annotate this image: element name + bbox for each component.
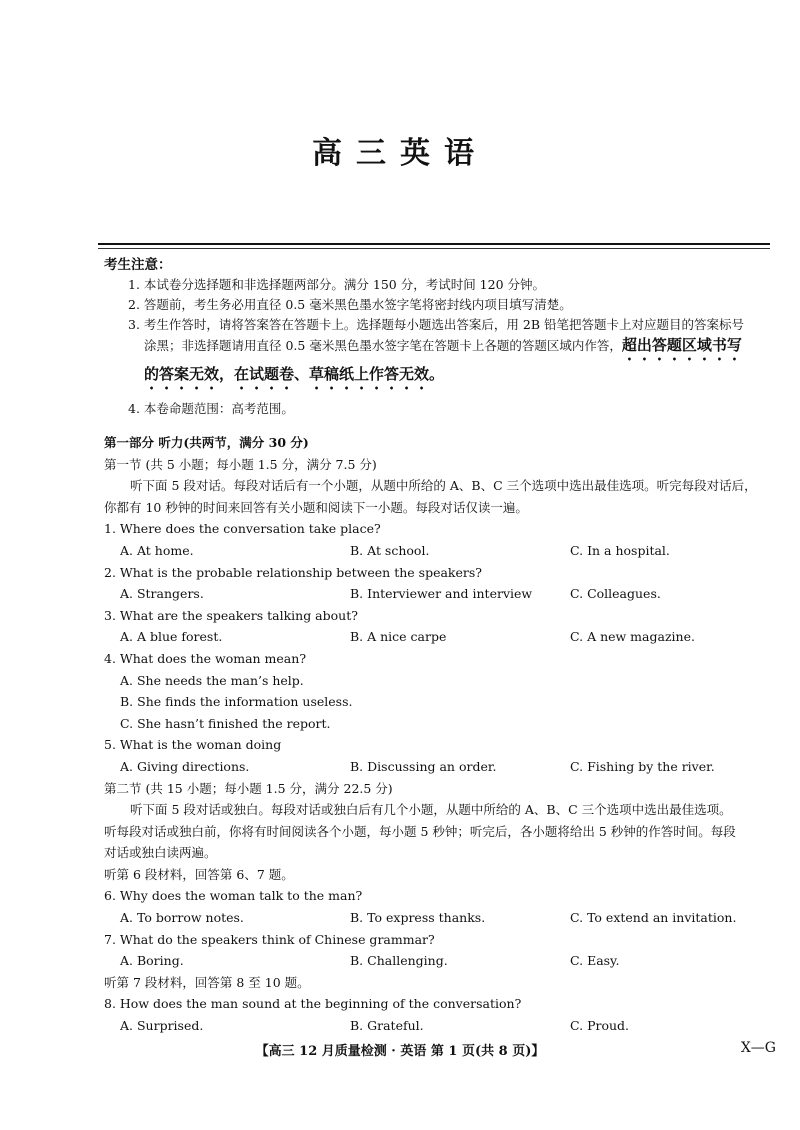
- section2-instruction-3: 对话或独白读两遍。: [104, 845, 217, 861]
- question-2: 2. What is the probable relationship between the speakers?: [104, 564, 482, 580]
- option-c: C. A new magazine.: [570, 629, 695, 645]
- question-3-options: [104, 626, 786, 648]
- footer-page-info: 【高三 12 月质量检测 · 英语 第 1 页(共 8 页)】: [255, 1044, 545, 1059]
- option-c: C. To extend an invitation.: [570, 910, 737, 926]
- header-rule-thin: [98, 248, 770, 249]
- question-7-options: [104, 950, 786, 972]
- part1-title: 第一部分 听力(共两节，满分 30 分): [104, 435, 309, 450]
- notice-item-3-continued: [104, 335, 774, 364]
- option-b: B. Discussing an order.: [350, 758, 497, 774]
- question-1-options: [104, 540, 786, 562]
- option-b: B. She finds the information useless.: [120, 694, 353, 710]
- option-c: C. In a hospital.: [570, 542, 670, 558]
- header-rule: [98, 243, 770, 245]
- page-title: 高三英语: [312, 136, 488, 171]
- question-4: 4. What does the woman mean?: [104, 650, 307, 666]
- option-c: C. She hasn’t finished the report.: [120, 715, 331, 731]
- question-5: 5. What is the woman doing: [104, 737, 282, 753]
- question-3: 3. What are the speakers talking about?: [104, 607, 358, 623]
- question-7: 7. What do the speakers think of Chinese grammar?: [104, 931, 435, 947]
- candidate-notice: [104, 255, 774, 419]
- option-a: A. Strangers.: [120, 586, 204, 602]
- question-8: 8. How does the man sound at the beginning of the conversation?: [104, 996, 522, 1012]
- option-c: C. Proud.: [570, 1018, 630, 1034]
- option-c: C. Easy.: [570, 953, 620, 969]
- option-a: A. Boring.: [120, 953, 184, 969]
- section1-instruction-1: 听下面 5 段对话。每段对话后有一个小题，从题中所给的 A、B、C 三个选项中选出最佳选项。听完每段对话后，: [130, 478, 757, 494]
- option-b: B. Grateful.: [350, 1018, 424, 1034]
- notice-item-2: 2. 答题前，考生务必用直径 0.5 毫米黑色墨水签字笔将密封线内项目填写清楚。: [128, 297, 572, 312]
- option-a: A. Giving directions.: [120, 758, 250, 774]
- question-5-options: [104, 756, 786, 778]
- option-a: A. At home.: [120, 542, 194, 558]
- section1-title: 第一节 (共 5 小题；每小题 1.5 分，满分 7.5 分): [104, 456, 377, 472]
- notice-item-4: 4. 本卷命题范围：高考范围。: [128, 401, 294, 416]
- option-a: A. She needs the man’s help.: [120, 672, 304, 688]
- question-6-options: [104, 907, 786, 929]
- question-8-options: [104, 1015, 786, 1037]
- notice-item-1: 1. 本试卷分选择题和非选择题两部分。满分 150 分，考试时间 120 分钟。: [128, 277, 546, 292]
- option-a: A. To borrow notes.: [120, 910, 244, 926]
- question-6: 6. Why does the woman talk to the man?: [104, 888, 363, 904]
- question-2-options: [104, 583, 786, 605]
- notice-item-3: 3. 考生作答时，请将答案答在答题卡上。选择题每小题选出答案后，用 2B 铅笔把答题卡上对应题目的答案标号: [128, 317, 744, 332]
- section1-instruction-2: 你都有 10 秒钟的时间来回答有关小题和阅读下一小题。每段对话仅读一遍。: [104, 499, 528, 515]
- section2-title: 第二节 (共 15 小题；每小题 1.5 分，满分 22.5 分): [104, 780, 393, 796]
- option-b: B. At school.: [350, 542, 430, 558]
- question-1: 1. Where does the conversation take place?: [104, 521, 381, 537]
- section2-instruction-2: 听每段对话或独白前，你将有时间阅读各个小题，每小题 5 秒钟；听完后，各小题将给出 5 秒钟的作答时间。每段: [104, 823, 736, 839]
- notice-item-3-line2: 的答案无效，在试题卷、草稿纸上作答无效。: [144, 365, 445, 383]
- option-c: C. Colleagues.: [570, 586, 661, 602]
- option-c: C. Fishing by the river.: [570, 758, 715, 774]
- option-b: B. To express thanks.: [350, 910, 486, 926]
- option-b: B. A nice carpe: [350, 629, 447, 645]
- footer-code: X—G: [740, 1040, 776, 1056]
- option-b: B. Interviewer and interview: [350, 586, 533, 602]
- notice-heading: 考生注意：: [104, 257, 172, 273]
- listening-part: [104, 432, 786, 1037]
- section2-instruction-1: 听下面 5 段对话或独白。每段对话或独白后有几个小题，从题中所给的 A、B、C 三个选项中选出最佳选项。: [130, 802, 732, 818]
- option-a: A. Surprised.: [120, 1018, 204, 1034]
- notice-item-3-plain: 涂黑；非选择题请用直径 0.5 毫米黑色墨水签字笔在答题卡上各题的答题区域内作答，: [144, 338, 622, 353]
- notice-item-3-emphasis: 超出答题区域书写: [621, 336, 742, 354]
- material-6-intro: 听第 6 段材料，回答第 6、7 题。: [104, 866, 294, 882]
- material-7-intro: 听第 7 段材料，回答第 8 至 10 题。: [104, 974, 310, 990]
- option-a: A. A blue forest.: [120, 629, 223, 645]
- option-b: B. Challenging.: [350, 953, 448, 969]
